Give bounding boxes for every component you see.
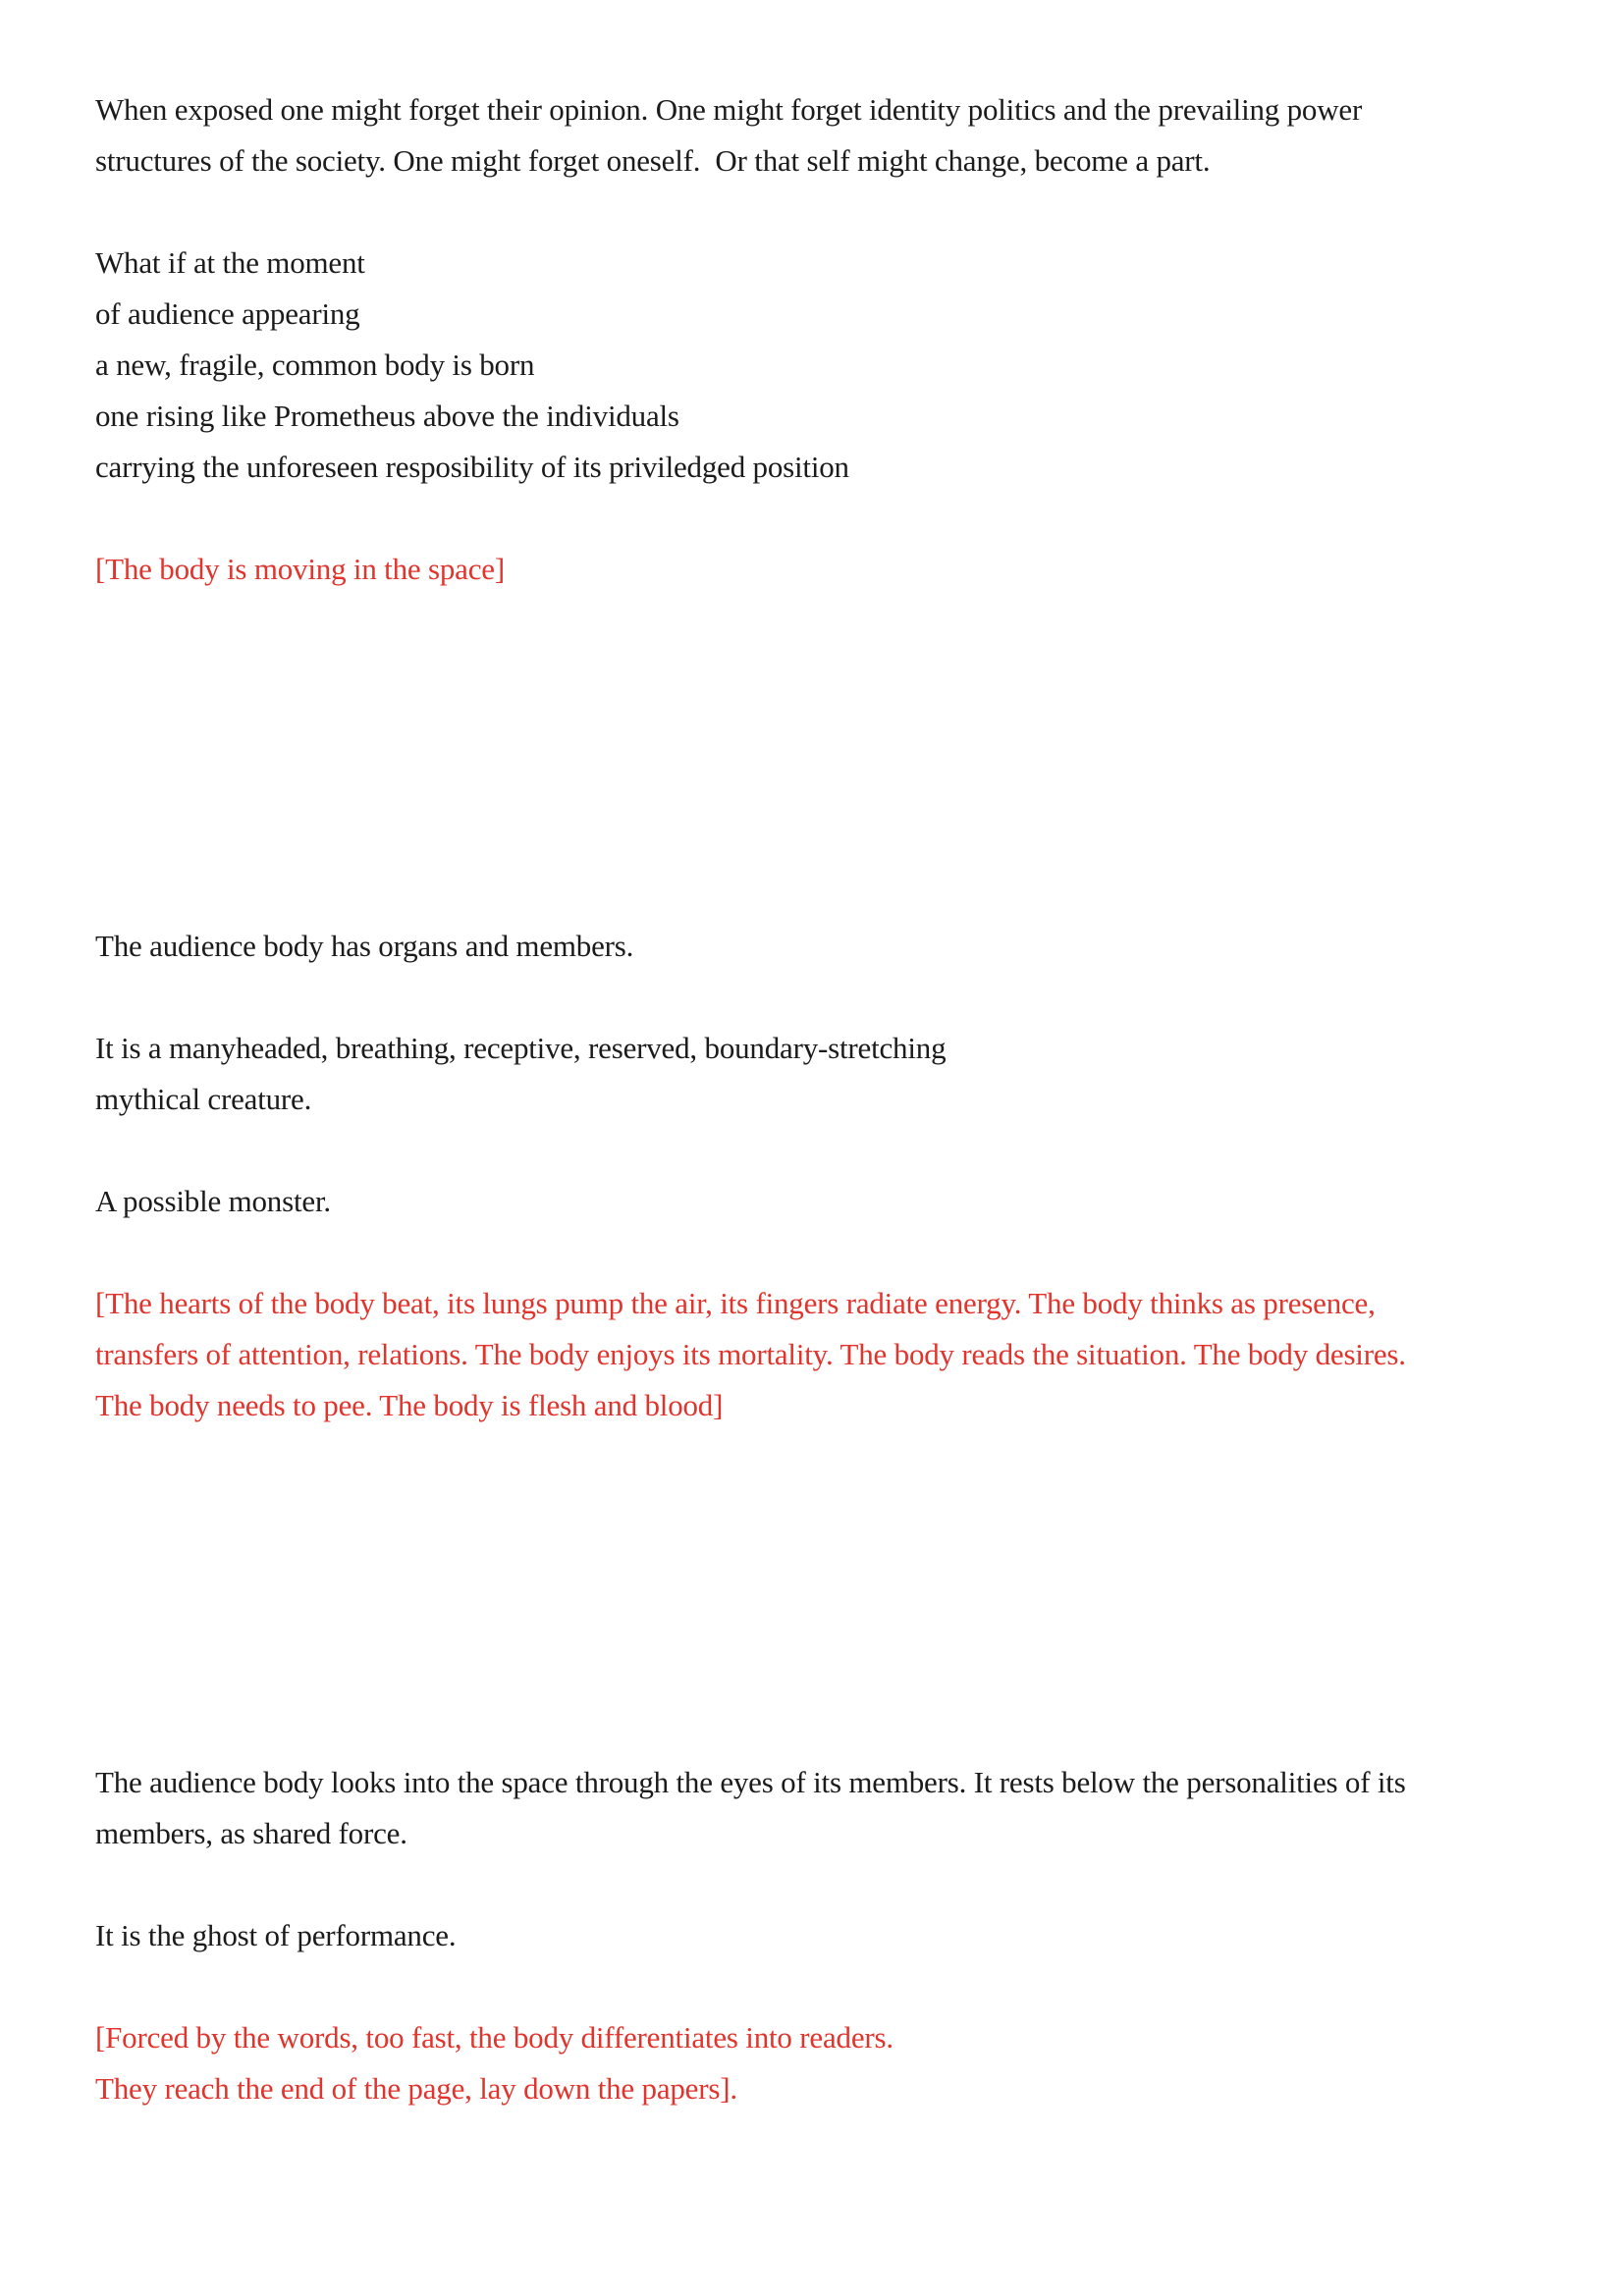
paragraph-intro <box>95 84 1362 187</box>
text-line-red: They reach the end of the page, lay down the papers]. <box>95 2071 737 2106</box>
stage-direction-readers <box>95 2012 893 2114</box>
text-line: of audience appearing <box>95 296 360 331</box>
text-line: The audience body has organs and members. <box>95 929 634 963</box>
text-line: It is a manyheaded, breathing, receptive, reserved, boundary-stretching <box>95 1031 947 1065</box>
paragraph-organs-members <box>95 921 633 972</box>
text-line: carrying the unforeseen resposibility of its priviledged position <box>95 450 849 484</box>
paragraph-poem-what-if <box>95 238 849 493</box>
text-line-red: [The body is moving in the space] <box>95 552 505 586</box>
text-line: It is the ghost of performance. <box>95 1918 457 1952</box>
text-line-red: The body needs to pee. The body is flesh and blood] <box>95 1388 724 1422</box>
text-line: When exposed one might forget their opinion. One might forget identity politics and the prevailing power <box>95 92 1363 127</box>
text-line-red: [The hearts of the body beat, its lungs pump the air, its fingers radiate energy. The body thinks as presence, <box>95 1286 1376 1320</box>
text-line: a new, fragile, common body is born <box>95 347 535 382</box>
stage-direction-hearts <box>95 1278 1406 1431</box>
text-line-red: transfers of attention, relations. The body enjoys its mortality. The body reads the situation. The body desires. <box>95 1337 1406 1371</box>
paragraph-looks-into-space <box>95 1757 1406 1859</box>
paragraph-possible-monster <box>95 1176 331 1227</box>
text-line: What if at the moment <box>95 245 365 280</box>
stage-direction-moving <box>95 544 505 595</box>
text-line: The audience body looks into the space through the eyes of its members. It rests below the personalities of its <box>95 1765 1406 1799</box>
text-line-red: [Forced by the words, too fast, the body differentiates into readers. <box>95 2020 893 2055</box>
paragraph-ghost-of-performance <box>95 1910 456 1961</box>
text-line: structures of the society. One might forget oneself. Or that self might change, become a part. <box>95 143 1211 178</box>
text-line: A possible monster. <box>95 1184 331 1218</box>
text-line: one rising like Prometheus above the individuals <box>95 399 679 433</box>
text-line: mythical creature. <box>95 1082 312 1116</box>
text-line: members, as shared force. <box>95 1816 407 1850</box>
paragraph-manyheaded <box>95 1023 946 1125</box>
